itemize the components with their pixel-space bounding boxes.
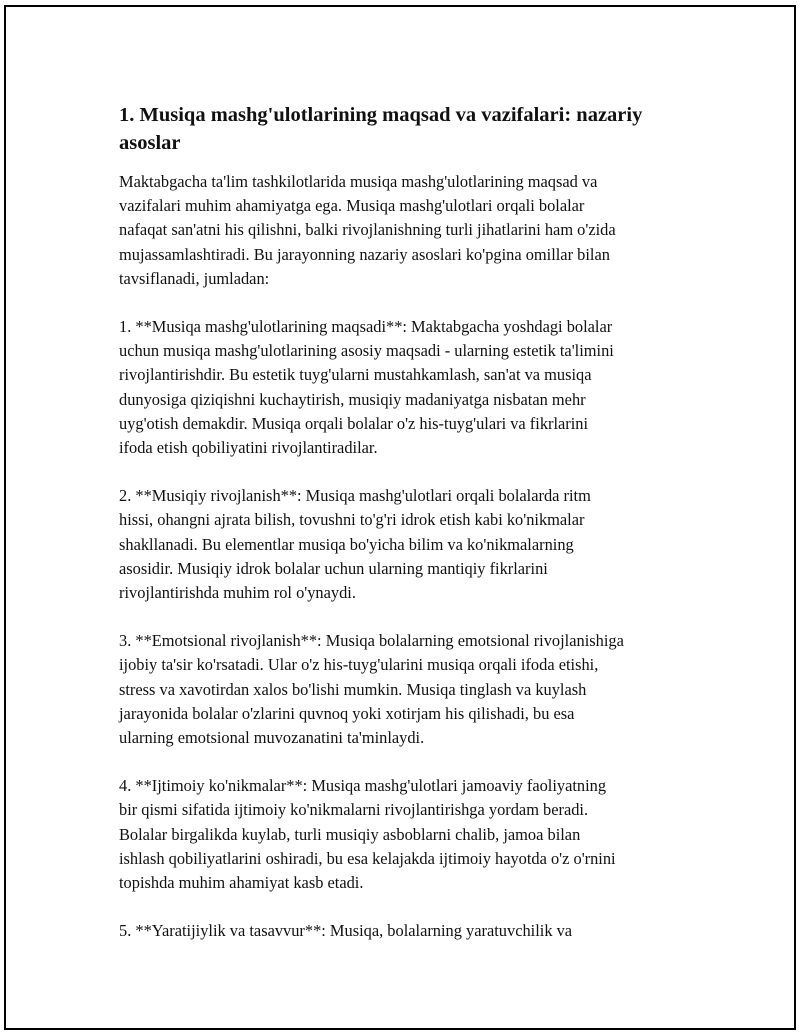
paragraph-musiqiy-rivojlanish: 2. **Musiqiy rivojlanish**: Musiqa mashg'ulotlari orqali bolalarda ritm hissi, ohangni ajrata bilish, tovushni to'g'ri idrok etish kabi ko'nikmalar shakllanadi. Bu elementlar musiqa bo'yicha bilim va ko'nikmalarning asosidir. Musiqiy idrok bolalar uchun ularning mantiqiy fikrlarini rivojlantirishda muhim rol o'ynaydi. [119,486,591,603]
paragraph-emotsional-rivojlanish: 3. **Emotsional rivojlanish**: Musiqa bolalarning emotsional rivojlanishiga ijobiy ta'sir ko'rsatadi. Ular o'z his-tuyg'ularini musiqa orqali ifoda etishi, stress va xavotirdan xalos bo'lishi mumkin. Musiqa tinglash va kuylash jarayonida bolalar o'zlarini quvnoq yoki xotirjam his qilishadi, bu esa ularning emotsional muvozanatini ta'minlaydi. [119,631,624,748]
paragraph-yaratijiylik: 5. **Yaratijiylik va tasavvur**: Musiqa, bolalarning yaratuvchilik va [119,921,573,941]
section-heading: 1. Musiqa mashg'ulotlarining maqsad va vazifalari: nazariy asoslar [119,104,643,154]
paragraph-ijtimoiy-konikmalar: 4. **Ijtimoiy ko'nikmalar**: Musiqa mashg'ulotlari jamoaviy faoliyatning bir qismi sifatida ijtimoiy ko'nikmalarni rivojlantirishga yordam beradi. Bolalar birgalikda kuylab, turli musiqiy asboblarni chalib, jamoa bilan ishlash qobiliyatlarini oshiradi, bu esa kelajakda ijtimoiy hayotda o'z o'rnini topishda muhim ahamiyat kasb etadi. [119,776,616,893]
paragraph-musiqa-maqsadi: 1. **Musiqa mashg'ulotlarining maqsadi**: Maktabgacha yoshdagi bolalar uchun musiqa mashg'ulotlarining asosiy maqsadi - ularning estetik ta'limini rivojlantirishdir. Bu estetik tuyg'ularni mustahkamlash, san'at va musiqa dunyosiga qiziqishni kuchaytirish, musiqiy madaniyatga nisbatan mehr uyg'otish demakdir. Musiqa orqali bolalar o'z his-tuyg'ulari va fikrlarini ifoda etish qobiliyatini rivojlantiradilar. [119,317,614,458]
page-frame [4,5,796,1030]
document-body [119,101,679,967]
intro-paragraph: Maktabgacha ta'lim tashkilotlarida musiqa mashg'ulotlarining maqsad va vazifalari muhim ahamiyatga ega. Musiqa mashg'ulotlari orqali bolalar nafaqat san'atni his qilishni, balki rivojlanishning turli jihatlarini ham o'zida mujassamlashtiradi. Bu jarayonning nazariy asoslari ko'pgina omillar bilan tavsiflanadi, jumladan: [119,172,616,288]
